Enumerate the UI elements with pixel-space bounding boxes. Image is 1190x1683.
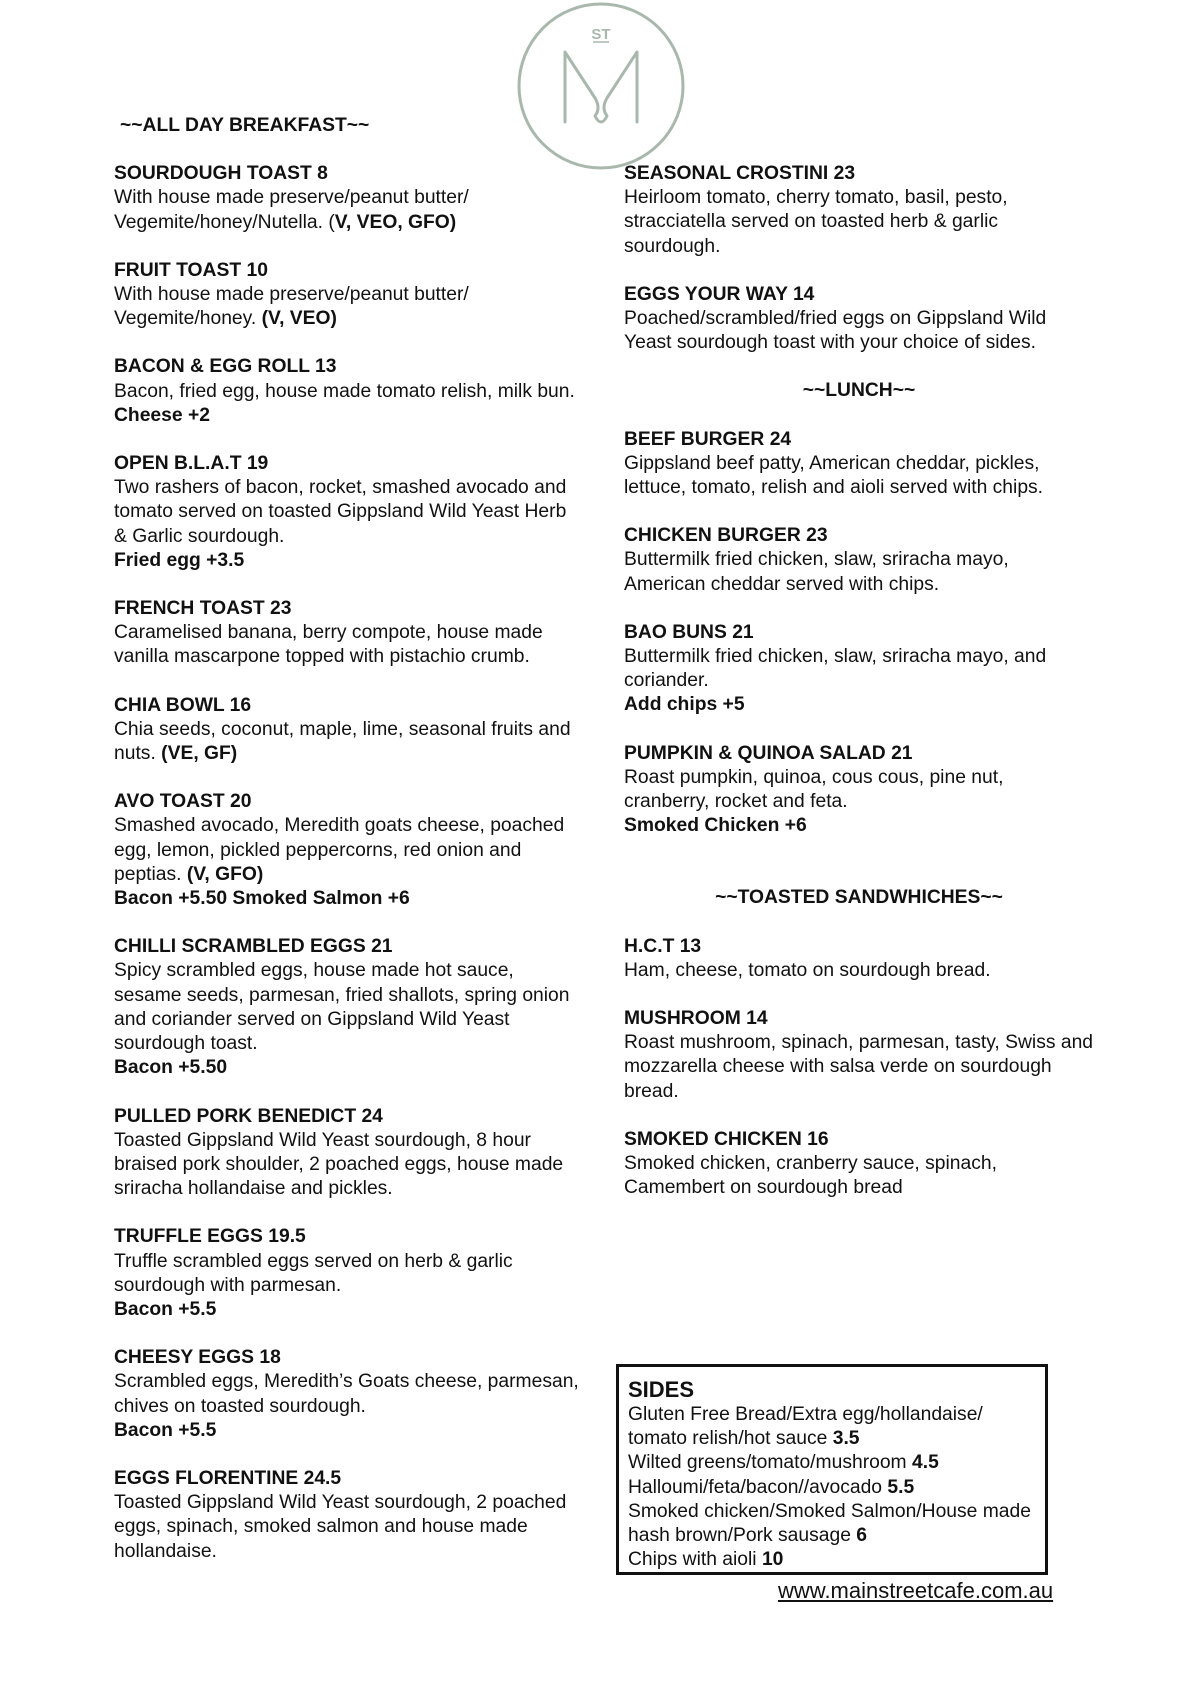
sides-line-price: 4.5 — [911, 1452, 939, 1474]
left-column — [114, 114, 584, 1588]
lunch-heading: ~~LUNCH~~ — [802, 380, 916, 402]
menu-item-description — [114, 380, 584, 428]
menu-item — [624, 935, 1094, 983]
menu-item-description — [624, 307, 1094, 355]
sides-line-text: Chips with aioli — [628, 1549, 762, 1571]
sides-line-text: Smoked chicken/Smoked Salmon/House made hash brown/Pork sausage — [628, 1500, 1031, 1547]
menu-item-title: BACON & EGG ROLL 13 — [114, 356, 337, 378]
menu-item-description — [114, 959, 584, 1056]
main-street-m-logo-icon — [565, 52, 637, 122]
sides-line-text: Wilted greens/tomato/mushroom — [628, 1452, 912, 1474]
menu-item-title: BAO BUNS 21 — [624, 621, 754, 643]
menu-item-description-text: Two rashers of bacon, rocket, smashed avocado and tomato served on toasted Gippsland Wild Yeast Herb & Garlic sourdough. — [114, 477, 567, 547]
logo-st-text: ST — [591, 26, 611, 43]
menu-item-addon: Add chips +5 — [624, 694, 745, 716]
menu-item-description-text: Buttermilk fried chicken, slaw, sriracha mayo, and coriander. — [624, 646, 1047, 692]
menu-item-description-text: Caramelised banana, berry compote, house made vanilla mascarpone topped with pistachio crumb. — [114, 622, 543, 668]
menu-item-title: CHICKEN BURGER 23 — [624, 525, 828, 547]
menu-item — [114, 597, 584, 670]
menu-item-description — [114, 1491, 584, 1564]
menu-item-title: BEEF BURGER 24 — [624, 428, 792, 450]
menu-item — [114, 1346, 584, 1443]
sides-line — [628, 1451, 1036, 1475]
menu-item-dietary-tags: V, VEO, GFO) — [334, 211, 457, 233]
toasted-sandwiches-heading: ~~TOASTED SANDWHICHES~~ — [715, 887, 1003, 909]
menu-item — [114, 1105, 584, 1202]
menu-item — [624, 621, 1094, 718]
menu-item-addon: Fried egg +3.5 — [114, 549, 245, 571]
menu-item-title: CHILLI SCRAMBLED EGGS 21 — [114, 936, 393, 958]
menu-item — [624, 1007, 1094, 1104]
menu-item-title: PULLED PORK BENEDICT 24 — [114, 1105, 383, 1127]
menu-item-description — [624, 186, 1094, 259]
menu-item — [624, 742, 1094, 839]
menu-item-description-text: Bacon, fried egg, house made tomato relish, milk bun. — [114, 380, 575, 402]
menu-item — [624, 1128, 1094, 1201]
menu-item-addon: Bacon +5.50 — [114, 1057, 228, 1079]
sides-line-text: Gluten Free Bread/Extra egg/hollandaise/ tomato relish/hot sauce — [628, 1404, 983, 1450]
sides-line-price: 5.5 — [887, 1476, 915, 1498]
menu-item — [114, 790, 584, 911]
menu-item-description-text: Spicy scrambled eggs, house made hot sauce, sesame seeds, parmesan, fried shallots, spring onion and coriander served on Gippsland Wild Yeast sourdough toast. — [114, 960, 570, 1055]
menu-item-description-text: Heirloom tomato, cherry tomato, basil, pesto, stracciatella served on toasted herb & garlic sourdough. — [624, 187, 1008, 257]
menu-item — [624, 162, 1094, 259]
menu-item — [114, 355, 584, 428]
right-column — [624, 162, 1094, 1225]
menu-item-description-text: Toasted Gippsland Wild Yeast sourdough, 2 poached eggs, spinach, smoked salmon and house made hollandaise. — [114, 1492, 567, 1562]
menu-item-title: EGGS YOUR WAY 14 — [624, 283, 815, 305]
menu-item-description — [624, 766, 1094, 814]
menu-item-description-text: Toasted Gippsland Wild Yeast sourdough, 8 hour braised pork shoulder, 2 poached eggs, house made sriracha hollandaise and pickles. — [114, 1129, 564, 1200]
menu-item-description-text: With house made preserve/peanut butter/ Vegemite/honey/Nutella. ( — [114, 187, 469, 233]
menu-item-title: CHIA BOWL 16 — [114, 694, 252, 716]
menu-item-description-text: Poached/scrambled/fried eggs on Gippsland Wild Yeast sourdough toast with your choice of sides. — [624, 308, 1047, 354]
menu-item-description — [114, 476, 584, 549]
menu-item-title: TRUFFLE EGGS 19.5 — [114, 1226, 306, 1248]
menu-item-description — [624, 959, 1094, 983]
menu-item-title: MUSHROOM 14 — [624, 1008, 768, 1030]
website-link[interactable]: www.mainstreetcafe.com.au — [778, 1578, 1054, 1603]
menu-item-description-text: Smoked chicken, cranberry sauce, spinach, Camembert on sourdough bread — [624, 1153, 997, 1199]
menu-item-description — [624, 452, 1094, 500]
menu-item-title: AVO TOAST 20 — [114, 791, 252, 813]
sides-title: SIDES — [628, 1377, 695, 1402]
menu-item-description — [114, 621, 584, 669]
menu-item-description — [624, 548, 1094, 596]
menu-item-title: EGGS FLORENTINE 24.5 — [114, 1467, 342, 1489]
menu-item-description-text: Smashed avocado, Meredith goats cheese, poached egg, lemon, pickled peppercorns, red onion and peptias. — [114, 815, 565, 885]
menu-item-description — [114, 1129, 584, 1202]
menu-item-description-text: Chia seeds, coconut, maple, lime, seasonal fruits and nuts. — [114, 718, 571, 765]
menu-item — [114, 452, 584, 573]
menu-item — [114, 1225, 584, 1322]
menu-item-description-text: Roast pumpkin, quinoa, cous cous, pine nut, cranberry, rocket and feta. — [624, 766, 1004, 813]
menu-item-description — [114, 186, 584, 234]
menu-item-title: CHEESY EGGS 18 — [114, 1347, 281, 1369]
sides-line-text: Halloumi/feta/bacon//avocado — [628, 1476, 888, 1498]
menu-item-description — [114, 1370, 584, 1418]
menu-item-dietary-tags: Cheese +2 — [114, 404, 210, 426]
sides-line-price: 3.5 — [832, 1428, 860, 1450]
menu-item-dietary-tags: (V, GFO) — [186, 863, 264, 885]
menu-item-description — [624, 1031, 1094, 1104]
menu-item — [114, 162, 584, 235]
sides-line-price: 6 — [856, 1525, 868, 1547]
menu-item-description-text: Ham, cheese, tomato on sourdough bread. — [624, 959, 991, 981]
menu-item-description-text: Roast mushroom, spinach, parmesan, tasty, Swiss and mozzarella cheese with salsa verde on sourdough bread. — [624, 1032, 1094, 1102]
menu-item-addon: Bacon +5.50 Smoked Salmon +6 — [114, 888, 410, 910]
menu-item-title: SMOKED CHICKEN 16 — [624, 1128, 829, 1150]
menu-item-title: H.C.T 13 — [624, 935, 702, 957]
menu-item — [624, 428, 1094, 501]
menu-item — [624, 524, 1094, 597]
menu-item-addon: Smoked Chicken +6 — [624, 815, 807, 837]
menu-item-title: FRUIT TOAST 10 — [114, 259, 268, 281]
menu-item-description — [114, 814, 584, 887]
menu-item-description-text: Scrambled eggs, Meredith’s Goats cheese, parmesan, chives on toasted sourdough. — [114, 1371, 579, 1417]
menu-item-description-text: Truffle scrambled eggs served on herb & garlic sourdough with parmesan. — [114, 1250, 513, 1296]
menu-item — [114, 259, 584, 332]
menu-item-dietary-tags: (VE, GF) — [161, 743, 238, 765]
sides-line — [628, 1403, 1036, 1451]
menu-item-title: SOURDOUGH TOAST 8 — [114, 163, 328, 185]
menu-item-description — [624, 1152, 1094, 1200]
menu-item-addon: Bacon +5.5 — [114, 1298, 217, 1320]
menu-item-description — [114, 283, 584, 331]
sides-line — [628, 1476, 1036, 1500]
sides-line-price: 10 — [761, 1549, 784, 1571]
menu-item-description-text: With house made preserve/peanut butter/ Vegemite/honey. — [114, 284, 469, 330]
menu-item-description — [114, 1250, 584, 1298]
sides-line — [628, 1500, 1036, 1548]
menu-item-title: FRENCH TOAST 23 — [114, 598, 292, 620]
menu-item — [624, 283, 1094, 356]
sides-box — [616, 1364, 1048, 1575]
menu-item — [114, 935, 584, 1080]
menu-item-title: PUMPKIN & QUINOA SALAD 21 — [624, 742, 913, 764]
menu-item-description — [114, 718, 584, 766]
menu-item-title: OPEN B.L.A.T 19 — [114, 453, 269, 475]
menu-item-description — [624, 645, 1094, 693]
menu-item-description-text: Buttermilk fried chicken, slaw, sriracha mayo, American cheddar served with chips. — [624, 549, 1009, 595]
menu-item-description-text: Gippsland beef patty, American cheddar, pickles, lettuce, tomato, relish and aioli served with chips. — [624, 452, 1044, 499]
menu-item — [114, 694, 584, 767]
menu-item-dietary-tags: (V, VEO) — [261, 308, 337, 330]
menu-item-addon: Bacon +5.5 — [114, 1419, 217, 1441]
menu-item — [114, 1467, 584, 1564]
menu-item-title: SEASONAL CROSTINI 23 — [624, 163, 856, 184]
all-day-breakfast-heading: ~~ALL DAY BREAKFAST~~ — [120, 115, 370, 136]
sides-line — [628, 1548, 1036, 1572]
